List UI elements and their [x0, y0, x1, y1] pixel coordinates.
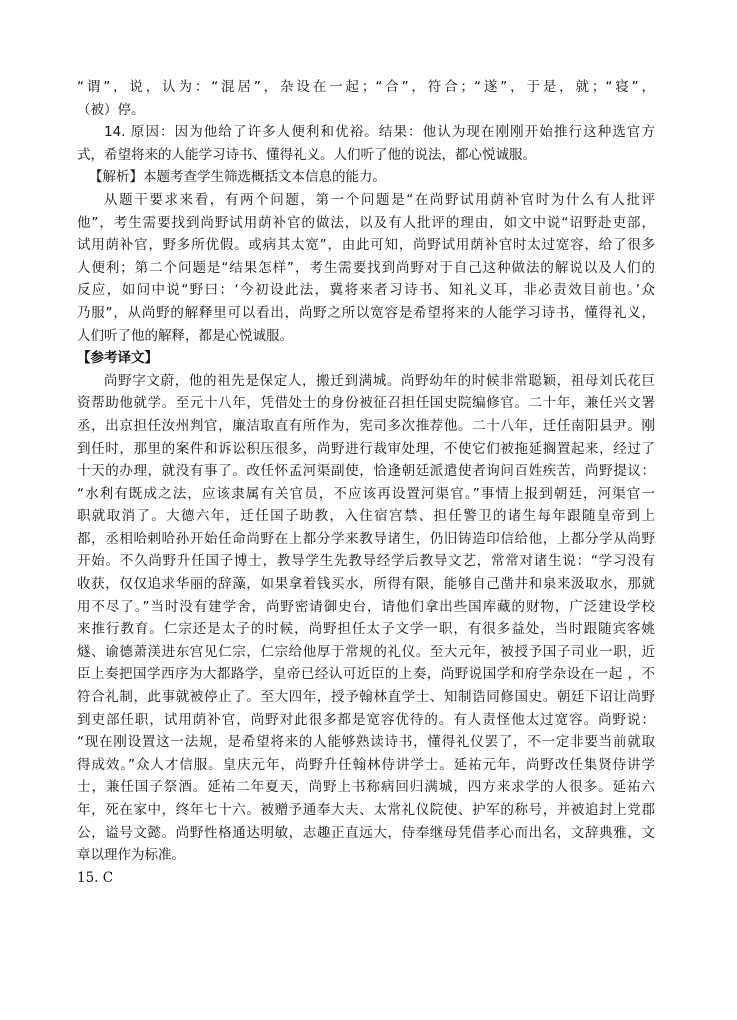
- text-line: 用不尽了。”当时没有建学舍，尚野密请御史台，请他们拿出些国库藏的财物，广泛建设学校: [77, 598, 655, 615]
- text-line: 职就取消了。大德六年，迁任国子助教，入住宿宫禁、担任警卫的诸生每年跟随皇帝到上: [77, 508, 655, 525]
- text-line: 章以理作为标准。: [77, 847, 185, 864]
- text-line: 开始。不久尚野升任国子博士，教导学生先教导经学后教导文艺，常常对诸生说：“学习没有: [77, 553, 655, 570]
- text-line: 试用荫补官，野多所优假。或病其太宽”，由此可知，尚野试用荫补官时太过宽容，给了很多: [77, 237, 655, 254]
- text-line: 乃服”，从尚野的解释里可以看出，尚野之所以宽容是希望将来的人能学习诗书，懂得礼义，: [77, 304, 655, 321]
- text-line: 都，丞相哈剌哈孙开始任命尚野在上都分学来教导诸生，仍旧铸造印信给他，上都分学从尚野: [77, 530, 655, 547]
- text-line: 到吏部任职，试用荫补官，尚野对此很多都是宽容优待的。有人责怪他太过宽容。尚野说：: [77, 711, 655, 728]
- text-line: 十天的办理，就没有事了。改任怀孟河渠副使，恰逢朝廷派遣使者询问百姓疾苦，尚野提议：: [77, 463, 655, 480]
- text-line: 资帮助他就学。至元十八年，凭借处士的身份被征召担任国史院编修官。二十年，兼任兴文署: [77, 395, 655, 412]
- text-line: 14. 原因：因为他给了许多人便利和优裕。结果：他认为现在刚刚开始推行这种选官方: [104, 124, 655, 141]
- text-line: 来推行教育。仁宗还是太子的时候，尚野担任太子文学一职，有很多益处，当时跟随宾客姚: [77, 621, 655, 638]
- text-line: 丞，出京担任汝州判官，廉洁取直有所作为，宪司多次推荐他。二十八年，迁任南阳县尹。刚: [77, 417, 655, 434]
- text-line: 燧、谕德萧渼进东宫见仁宗，仁宗给他厚于常规的礼仪。至大元年，被授予国子司业一职，近: [77, 643, 655, 660]
- answer-line: 15. C: [77, 869, 114, 886]
- section-heading: 【参考译文】: [77, 350, 158, 367]
- text-line: 到任时，那里的案件和诉讼积压很多，尚野进行裁审处理，不使它们被拖延搁置起来，经过了: [77, 440, 655, 457]
- text-line: 从题干要求来看，有两个问题，第一个问题是“在尚野试用荫补官时为什么有人批评: [104, 191, 655, 208]
- text-line: 得成效。”众人才信服。皇庆元年，尚野升任翰林侍讲学士。延祐元年，尚野改任集贤侍讲学: [77, 756, 655, 773]
- text-line: 式，希望将来的人能学习诗书、懂得礼义。人们听了他的说法，都心悦诚服。: [77, 146, 536, 163]
- text-line: 人便利；第二个问题是“结果怎样”，考生需要找到尚野对于自己这种做法的解说以及人们的: [77, 259, 655, 276]
- text-line: 【解析】本题考查学生筛选概括文本信息的能力。: [89, 169, 386, 186]
- text-line: （被）停。: [77, 101, 145, 118]
- text-line: 士，兼任国子祭酒。延祐二年夏天，尚野上书称病回归满城，四方来求学的人很多。延祐六: [77, 779, 655, 796]
- text-line: 臣上奏把国学西序为大都路学，皇帝已经认可近臣的上奏，尚野说国学和府学杂设在一起 ，不: [77, 666, 655, 683]
- text-line: 他”，考生需要找到尚野试用荫补官的做法，以及有人批评的理由，如文中说“诏野赴吏部，: [77, 214, 655, 231]
- text-line: 收获，仅仅追求华丽的辞藻，如果拿着钱买水，所得有限，能够自己凿井和泉来汲取水，那就: [77, 576, 655, 593]
- text-line: 年，死在家中，终年七十六。被赠予通奉大夫、太常礼仪院使、护军的称号，并被追封上党郡: [77, 802, 655, 818]
- text-line: “谓”，说，认为：“混居”，杂设在一起；“合”，符合；“遂”，于是，就；“寝”，: [77, 79, 655, 95]
- text-line: 反应，如问中说“野曰：‘今初设此法，冀将来者习诗书、知礼义耳，非必责效目前也。’众: [77, 282, 655, 299]
- text-line: “水利有既成之法，应该隶属有关官员，不应该再设置河渠官。”事情上报到朝廷，河渠官一: [77, 485, 655, 502]
- text-line: 公，谥号文懿。尚野性格通达明敏，志趣正直远大，侍奉继母凭借孝心而出名，文辞典雅，文: [77, 824, 655, 841]
- document-page: [77, 76, 655, 889]
- text-line: 尚野字文蔚，他的祖先是保定人，搬迁到满城。尚野幼年的时候非常聪颖，祖母刘氏花巨: [104, 372, 655, 389]
- text-line: “现在刚设置这一法规，是希望将来的人能够熟读诗书，懂得礼仪罢了，不一定非要当前就取: [77, 734, 655, 751]
- text-line: 人们听了他的解释，都是心悦诚服。: [77, 327, 293, 344]
- text-line: 符合礼制，此事就被停止了。至大四年，授予翰林直学士、知制诰同修国史。朝廷下诏让尚野: [77, 689, 655, 706]
